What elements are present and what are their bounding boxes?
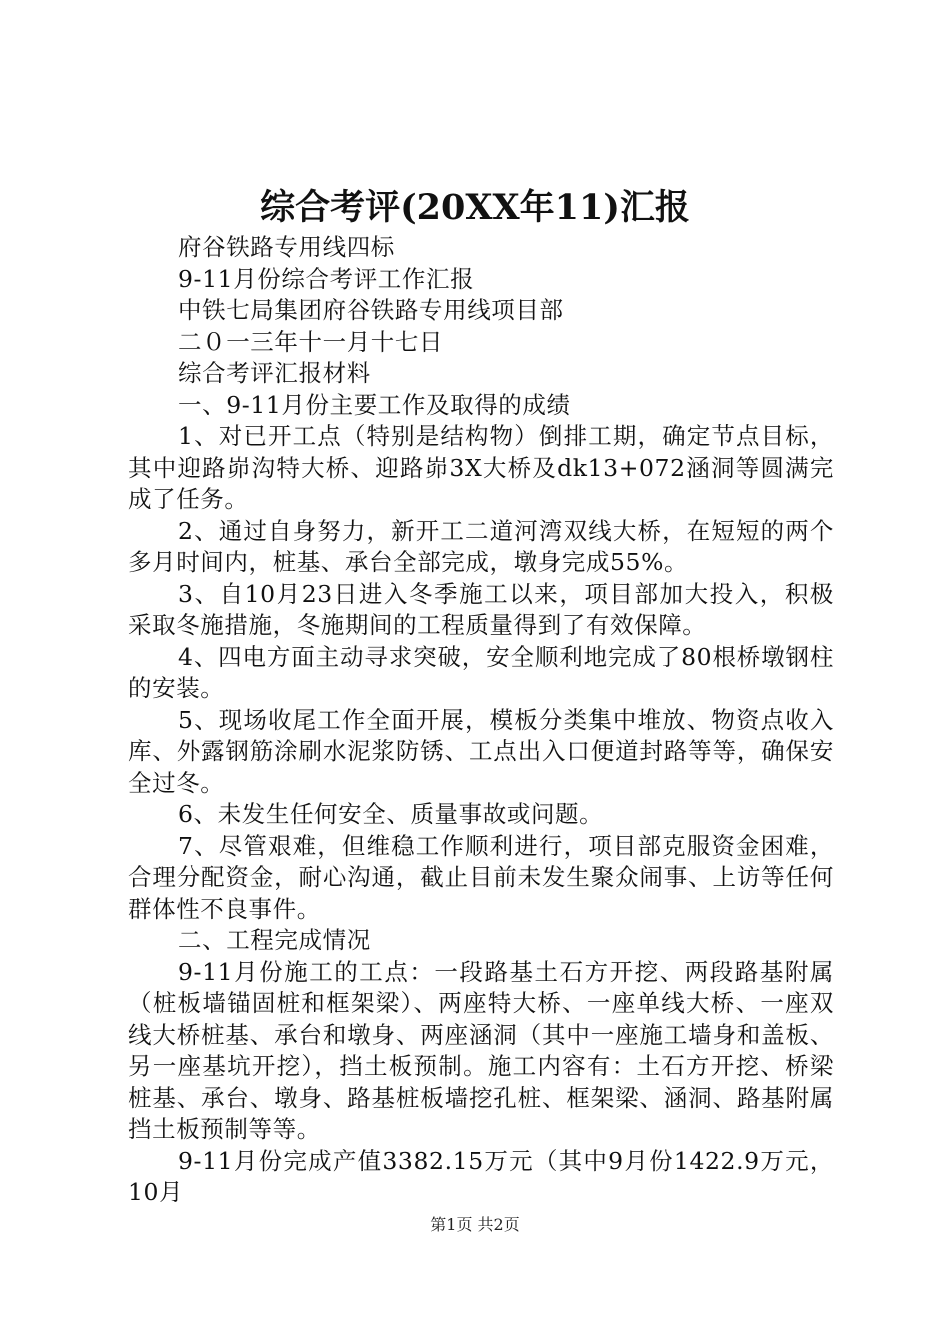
document-title: 综合考评(20XX年11)汇报	[260, 187, 690, 228]
paragraph-item-1: 1、对已开工点（特别是结构物）倒排工期，确定节点目标，其中迎路峁沟特大桥、迎路峁3X大桥及dk13+072涵洞等圆满完成了任务。	[128, 422, 834, 513]
paragraph-item-6: 6、未发生任何安全、质量事故或问题。	[178, 800, 604, 828]
document-body	[128, 232, 834, 1209]
paragraph-header-line-3: 中铁七局集团府谷铁路专用线项目部	[178, 296, 564, 324]
page-footer: 第1页 共2页	[430, 1215, 520, 1234]
paragraph-header-line-1: 府谷铁路专用线四标	[178, 233, 395, 261]
section-heading-2: 二、工程完成情况	[178, 926, 371, 954]
paragraph-item-2: 2、通过自身努力，新开工二道河湾双线大桥，在短短的两个多月时间内，桩基、承台全部完成，墩身完成55%。	[128, 516, 834, 576]
paragraph-item-7: 7、尽管艰难，但维稳工作顺利进行，项目部克服资金困难，合理分配资金，耐心沟通，截止目前未发生聚众闹事、上访等任何群体性不良事件。	[128, 831, 834, 923]
paragraph-construction-points: 9-11月份施工的工点：一段路基土石方开挖、两段路基附属（桩板墙锚固桩和框架梁）、两座特大桥、一座单线大桥、一座双线大桥桩基、承台和墩身、两座涵洞（其中一座施工墙身和盖板、另一座基坑开挖），挡土板预制。施工内容有：土石方开挖、桥梁桩基、承台、墩身、路基桩板墙挖孔桩、框架梁、涵洞、路基附属挡土板预制等等。	[128, 957, 834, 1143]
paragraph-item-3: 3、自10月23日进入冬季施工以来，项目部加大投入，积极采取冬施措施，冬施期间的工程质量得到了有效保障。	[128, 579, 834, 639]
paragraph-header-line-2: 9-11月份综合考评工作汇报	[178, 264, 475, 293]
paragraph-subtitle: 综合考评汇报材料	[178, 359, 371, 387]
paragraph-item-4: 4、四电方面主动寻求突破，安全顺利地完成了80根桥墩钢柱的安装。	[128, 642, 834, 702]
paragraph-item-5: 5、现场收尾工作全面开展，模板分类集中堆放、物资点收入库、外露钢筋涂刷水泥浆防锈、工点出入口便道封路等等，确保安全过冬。	[128, 705, 834, 797]
paragraph-date: 二０一三年十一月十七日	[178, 327, 444, 356]
paragraph-output-value: 9-11月份完成产值3382.15万元（其中9月份1422.9万元，10月	[128, 1146, 834, 1206]
section-heading-1: 一、9-11月份主要工作及取得的成绩	[178, 390, 571, 419]
